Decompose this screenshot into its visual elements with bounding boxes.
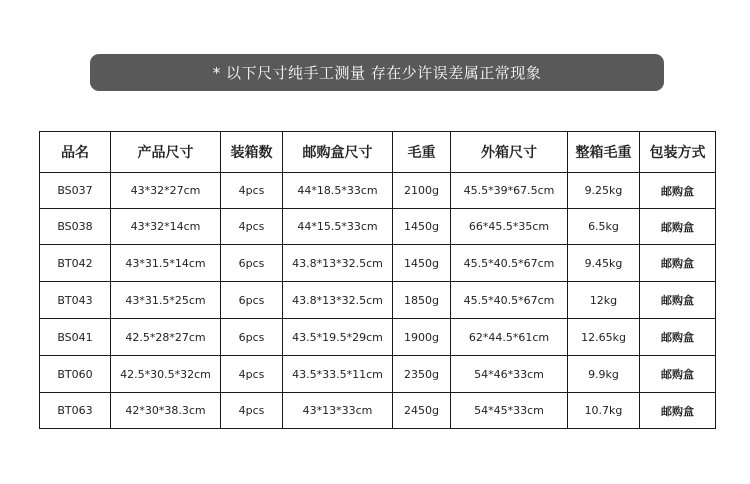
cell-product-size: 42.5*30.5*32cm <box>111 356 221 393</box>
cell-carton-gross-weight: 12kg <box>568 282 640 319</box>
table-header-row <box>40 132 716 173</box>
cell-gross-weight: 1850g <box>393 282 451 319</box>
table-row <box>40 356 716 393</box>
header-carton-gross-weight: 整箱毛重 <box>568 132 640 173</box>
header-carton-size: 外箱尺寸 <box>451 132 568 173</box>
cell-gross-weight: 2100g <box>393 173 451 209</box>
header-mailer-box-size: 邮购盒尺寸 <box>283 132 393 173</box>
cell-product-size: 42*30*38.3cm <box>111 393 221 429</box>
cell-packaging-type: 邮购盒 <box>640 319 716 356</box>
cell-carton-gross-weight: 12.65kg <box>568 319 640 356</box>
cell-carton-size: 62*44.5*61cm <box>451 319 568 356</box>
cell-units-per-carton: 6pcs <box>221 245 283 282</box>
measurement-notice-banner <box>90 54 664 91</box>
cell-gross-weight: 1450g <box>393 209 451 245</box>
cell-gross-weight: 1900g <box>393 319 451 356</box>
cell-mailer-box-size: 43.8*13*32.5cm <box>283 245 393 282</box>
measurement-notice-text: * 以下尺寸纯手工测量 存在少许误差属正常现象 <box>212 64 542 82</box>
cell-units-per-carton: 6pcs <box>221 319 283 356</box>
cell-packaging-type: 邮购盒 <box>640 245 716 282</box>
cell-mailer-box-size: 44*18.5*33cm <box>283 173 393 209</box>
header-units-per-carton: 装箱数 <box>221 132 283 173</box>
product-spec-table <box>39 131 716 429</box>
cell-carton-size: 45.5*40.5*67cm <box>451 282 568 319</box>
cell-mailer-box-size: 43.5*33.5*11cm <box>283 356 393 393</box>
cell-packaging-type: 邮购盒 <box>640 356 716 393</box>
cell-product-name: BS041 <box>40 319 111 356</box>
cell-gross-weight: 1450g <box>393 245 451 282</box>
cell-product-name: BS038 <box>40 209 111 245</box>
cell-product-name: BS037 <box>40 173 111 209</box>
cell-product-size: 43*31.5*14cm <box>111 245 221 282</box>
cell-mailer-box-size: 43.8*13*32.5cm <box>283 282 393 319</box>
cell-mailer-box-size: 43*13*33cm <box>283 393 393 429</box>
header-product-size: 产品尺寸 <box>111 132 221 173</box>
cell-gross-weight: 2350g <box>393 356 451 393</box>
cell-mailer-box-size: 44*15.5*33cm <box>283 209 393 245</box>
cell-mailer-box-size: 43.5*19.5*29cm <box>283 319 393 356</box>
cell-packaging-type: 邮购盒 <box>640 173 716 209</box>
table-row <box>40 209 716 245</box>
cell-carton-gross-weight: 9.45kg <box>568 245 640 282</box>
cell-units-per-carton: 4pcs <box>221 393 283 429</box>
table-row <box>40 173 716 209</box>
cell-carton-size: 45.5*40.5*67cm <box>451 245 568 282</box>
table-row <box>40 319 716 356</box>
cell-product-size: 42.5*28*27cm <box>111 319 221 356</box>
cell-units-per-carton: 6pcs <box>221 282 283 319</box>
cell-carton-gross-weight: 10.7kg <box>568 393 640 429</box>
cell-packaging-type: 邮购盒 <box>640 282 716 319</box>
header-product-name: 品名 <box>40 132 111 173</box>
cell-product-name: BT063 <box>40 393 111 429</box>
cell-packaging-type: 邮购盒 <box>640 393 716 429</box>
table-row <box>40 393 716 429</box>
cell-carton-size: 45.5*39*67.5cm <box>451 173 568 209</box>
cell-gross-weight: 2450g <box>393 393 451 429</box>
cell-product-size: 43*32*14cm <box>111 209 221 245</box>
cell-packaging-type: 邮购盒 <box>640 209 716 245</box>
cell-carton-gross-weight: 9.9kg <box>568 356 640 393</box>
table-row <box>40 282 716 319</box>
cell-product-name: BT042 <box>40 245 111 282</box>
cell-carton-gross-weight: 6.5kg <box>568 209 640 245</box>
cell-units-per-carton: 4pcs <box>221 356 283 393</box>
cell-units-per-carton: 4pcs <box>221 173 283 209</box>
header-gross-weight: 毛重 <box>393 132 451 173</box>
cell-carton-size: 54*45*33cm <box>451 393 568 429</box>
header-packaging-type: 包装方式 <box>640 132 716 173</box>
cell-carton-gross-weight: 9.25kg <box>568 173 640 209</box>
cell-product-name: BT043 <box>40 282 111 319</box>
cell-units-per-carton: 4pcs <box>221 209 283 245</box>
cell-carton-size: 66*45.5*35cm <box>451 209 568 245</box>
cell-carton-size: 54*46*33cm <box>451 356 568 393</box>
cell-product-name: BT060 <box>40 356 111 393</box>
table-row <box>40 245 716 282</box>
cell-product-size: 43*32*27cm <box>111 173 221 209</box>
cell-product-size: 43*31.5*25cm <box>111 282 221 319</box>
